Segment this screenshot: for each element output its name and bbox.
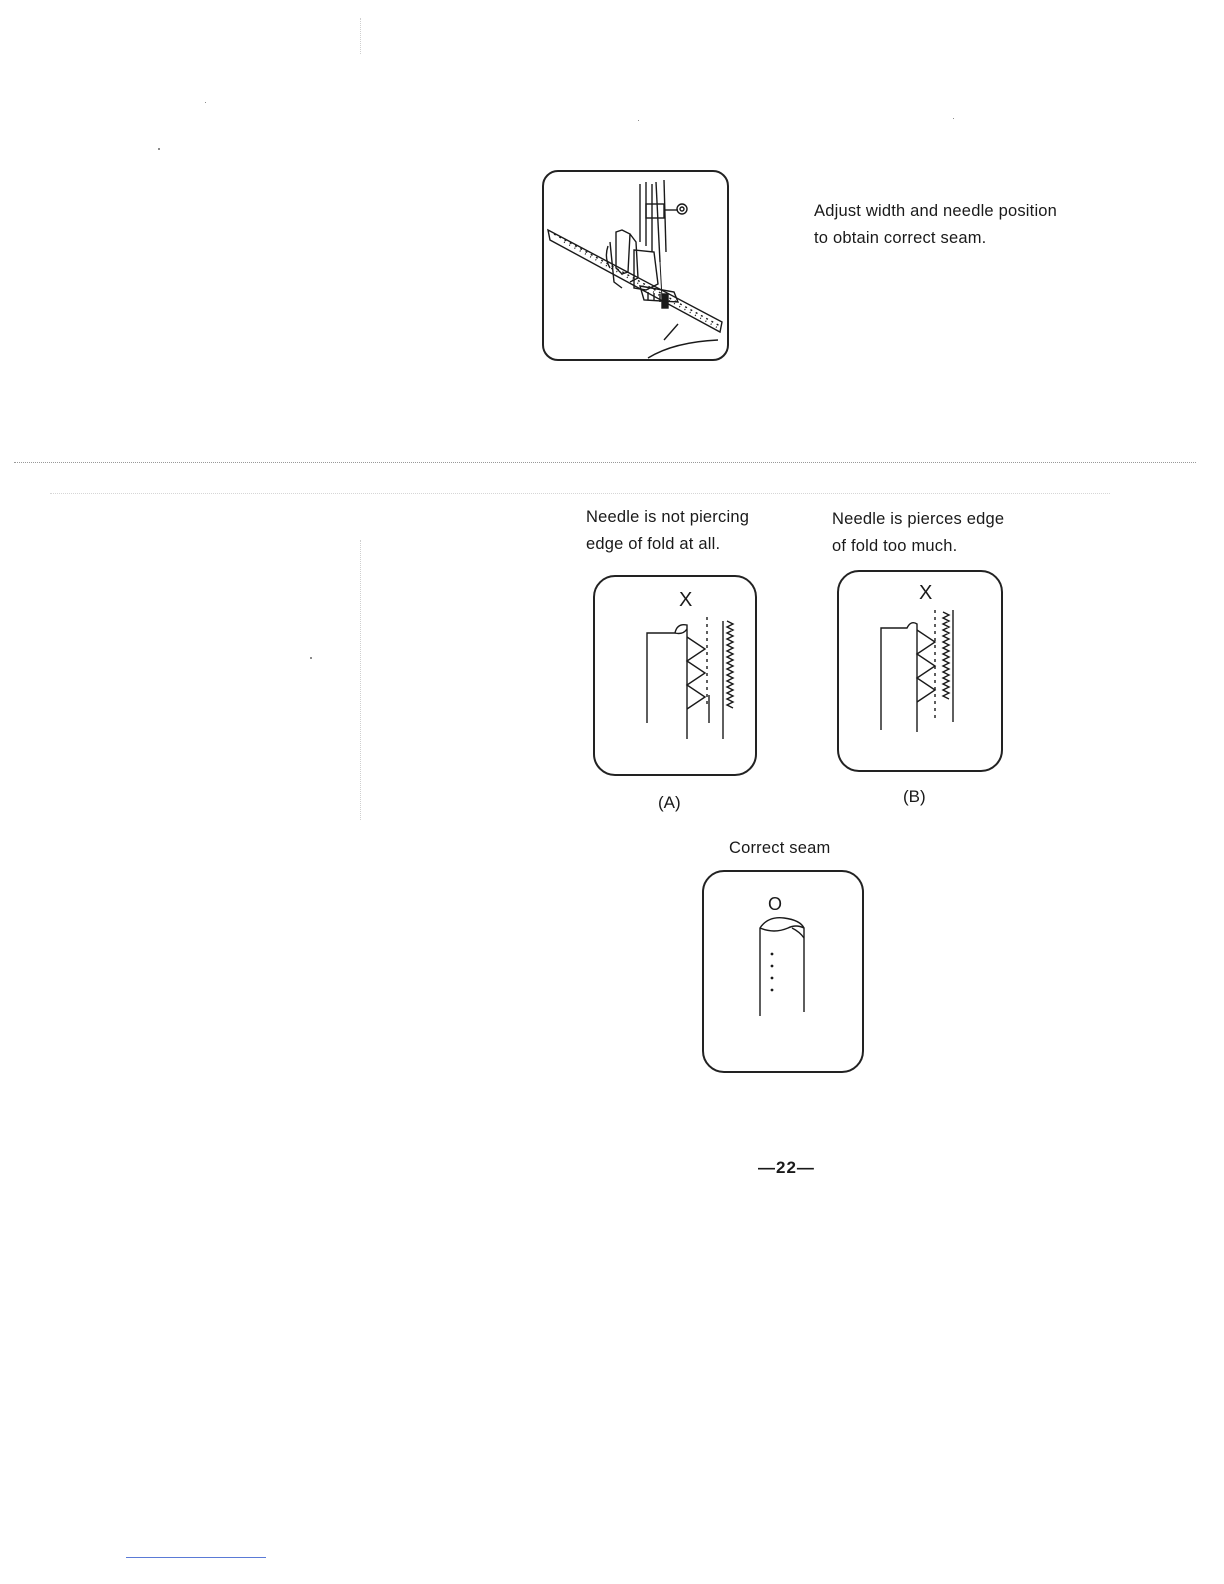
figure-c-caption: Correct seam: [729, 839, 831, 857]
figure-a-frame: [593, 575, 757, 776]
section-divider: [14, 462, 1196, 463]
scan-bleed-line: [50, 493, 1110, 494]
figure-b-seam-illustration: [839, 572, 1001, 770]
scan-dotted-line: [360, 18, 361, 54]
figure-a-caption-line-2: edge of fold at all.: [586, 535, 721, 553]
figure-b-caption: [832, 506, 1052, 560]
figure-b-caption-line-1: Needle is pierces edge: [832, 510, 1005, 528]
figure-a-mark: X: [679, 589, 693, 611]
figure-a-label: (A): [658, 793, 681, 812]
scan-speck: [205, 102, 206, 103]
figure-c-mark: O: [768, 894, 783, 914]
page-number: —22—: [758, 1158, 815, 1177]
figure-a-caption: [586, 504, 806, 558]
figure-b-label: (B): [903, 787, 926, 806]
instruction-line-1: Adjust width and needle position: [814, 202, 1058, 220]
presser-foot-figure: [542, 170, 729, 361]
scan-speck: [953, 118, 954, 119]
figure-b-mark: X: [919, 582, 933, 604]
scan-dotted-line: [360, 540, 361, 820]
instruction-line-2: to obtain correct seam.: [814, 229, 987, 247]
figure-b-caption-line-2: of fold too much.: [832, 537, 958, 555]
figure-a-seam-illustration: [595, 577, 755, 774]
sewing-foot-illustration: [544, 172, 727, 359]
figure-c-seam-illustration: [704, 872, 862, 1071]
figure-a-caption-line-1: Needle is not piercing: [586, 508, 750, 526]
figure-c-frame: [702, 870, 864, 1073]
scan-speck: [310, 657, 312, 659]
figure-b-frame: [837, 570, 1003, 772]
scan-edge-line: [126, 1557, 266, 1558]
scan-speck: [638, 120, 639, 121]
scan-speck: [158, 148, 160, 150]
instruction-text: [814, 198, 1114, 252]
